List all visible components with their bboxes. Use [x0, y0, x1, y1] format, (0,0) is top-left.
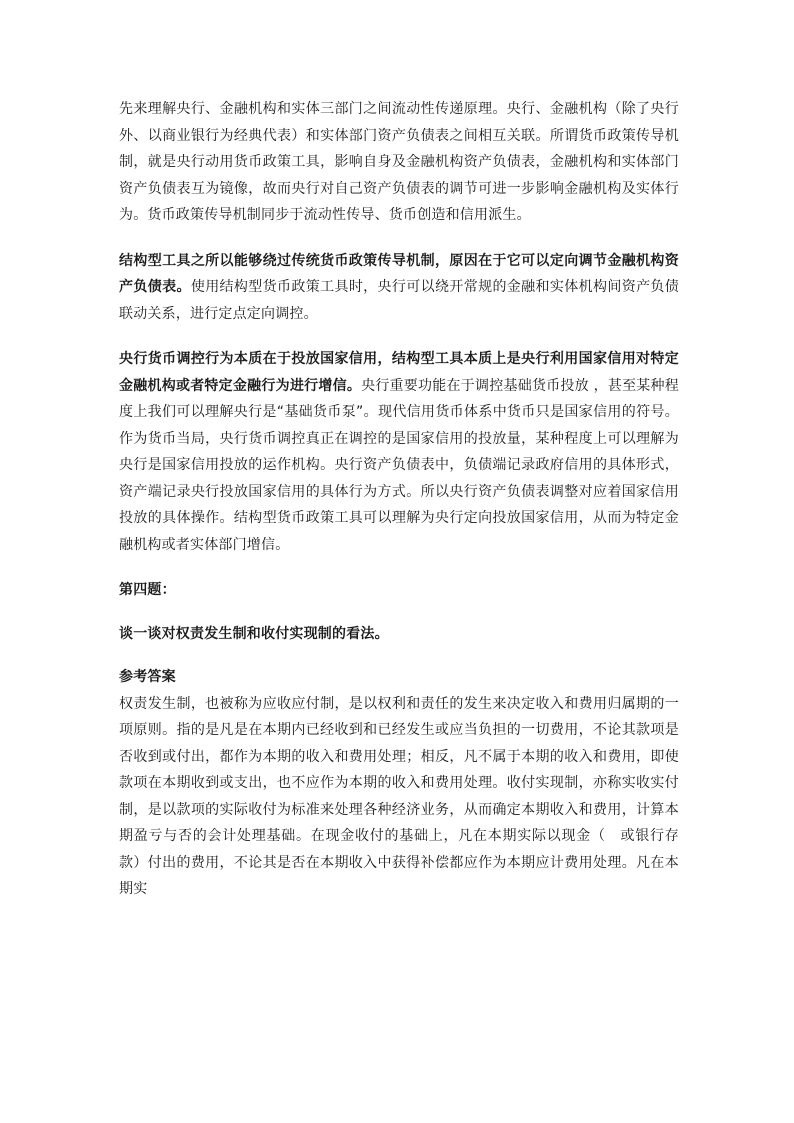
paragraph-liquidity-transmission: 先来理解央行、金融机构和实体三部门之间流动性传递原理。央行、金融机构（除了央行外、以商业银行为经典代表）和实体部门资产负债表之间相互关联。所谓货币政策传导机制，就是央行动用货币政策工具，影响自身及金融机构资产负债表，金融机构和实体部门资产负债表互为镜像，故而央行对自己资产负债表的调节可进一步影响金融机构及实体行为。货币政策传导机制同步于流动性传导、货币创造和信用派生。 — [119, 101, 679, 223]
answer-heading: 参考答案 — [119, 669, 176, 685]
paragraph-national-credit — [119, 346, 679, 558]
document-page — [119, 96, 679, 903]
paragraph-national-credit-body: 央行重要功能在于调控基础货币投放 ，甚至某种程度上我们可以理解央行是“基础货币泵”。现代信用货币体系中货币只是国家信用的符号。作为货币当局，央行货币调控真正在调控的是国家信用的投放量，某种程度上可以理解为央行是国家信用投放的运作机构。央行资产负债表中，负债端记录政府信用的具体形式，资产端记录央行投放国家信用的具体行为方式。所以央行资产负债表调整对应着国家信用投放的具体操作。结构型货币政策工具可以理解为央行定向投放国家信用，从而为特定金融机构或者实体部门增信。 — [119, 377, 679, 553]
answer-text: 权责发生制，也被称为应收应付制，是以权利和责任的发生来决定收入和费用归属期的一项原则。指的是凡是在本期内已经收到和已经发生或应当负担的一切费用，不论其款项是否收到或付出，都作为本期的收入和费用处理；相反，凡不属于本期的收入和费用，即使款项在本期收到或支出，也不应作为本期的收入和费用处理。收付实现制，亦称实收实付制，是以款项的实际收付为标准来处理各种经济业务，从而确定本期收入和费用，计算本期盈亏与否的会计处理基础。在现金收付的基础上，凡在本期实际以现金（ 或银行存款）付出的费用，不论其是否在本期收入中获得补偿都应作为本期应计费用处理。凡在本期实 — [119, 695, 679, 897]
paragraph-structural-tools-lead: 结构型工具之所以能够绕过传统货币政策传导机制，原因在于它可以定向调节金融机构资产负债表。 — [119, 252, 679, 295]
question-text: 谈一谈对权责发生制和收付实现制的看法。 — [119, 625, 389, 642]
paragraph-national-credit-lead: 央行货币调控行为本质在于投放国家信用，结构型工具本质上是央行利用国家信用对特定金融机构或者特定金融行为进行增信。 — [119, 351, 679, 394]
question-four-heading: 第四题： — [119, 582, 176, 598]
paragraph-structural-tools-body: 使用结构型货币政策工具时，央行可以绕开常规的金融和实体机构间资产负债联动关系，进行定点定向调控。 — [119, 279, 679, 322]
paragraph-structural-tools — [119, 248, 679, 328]
